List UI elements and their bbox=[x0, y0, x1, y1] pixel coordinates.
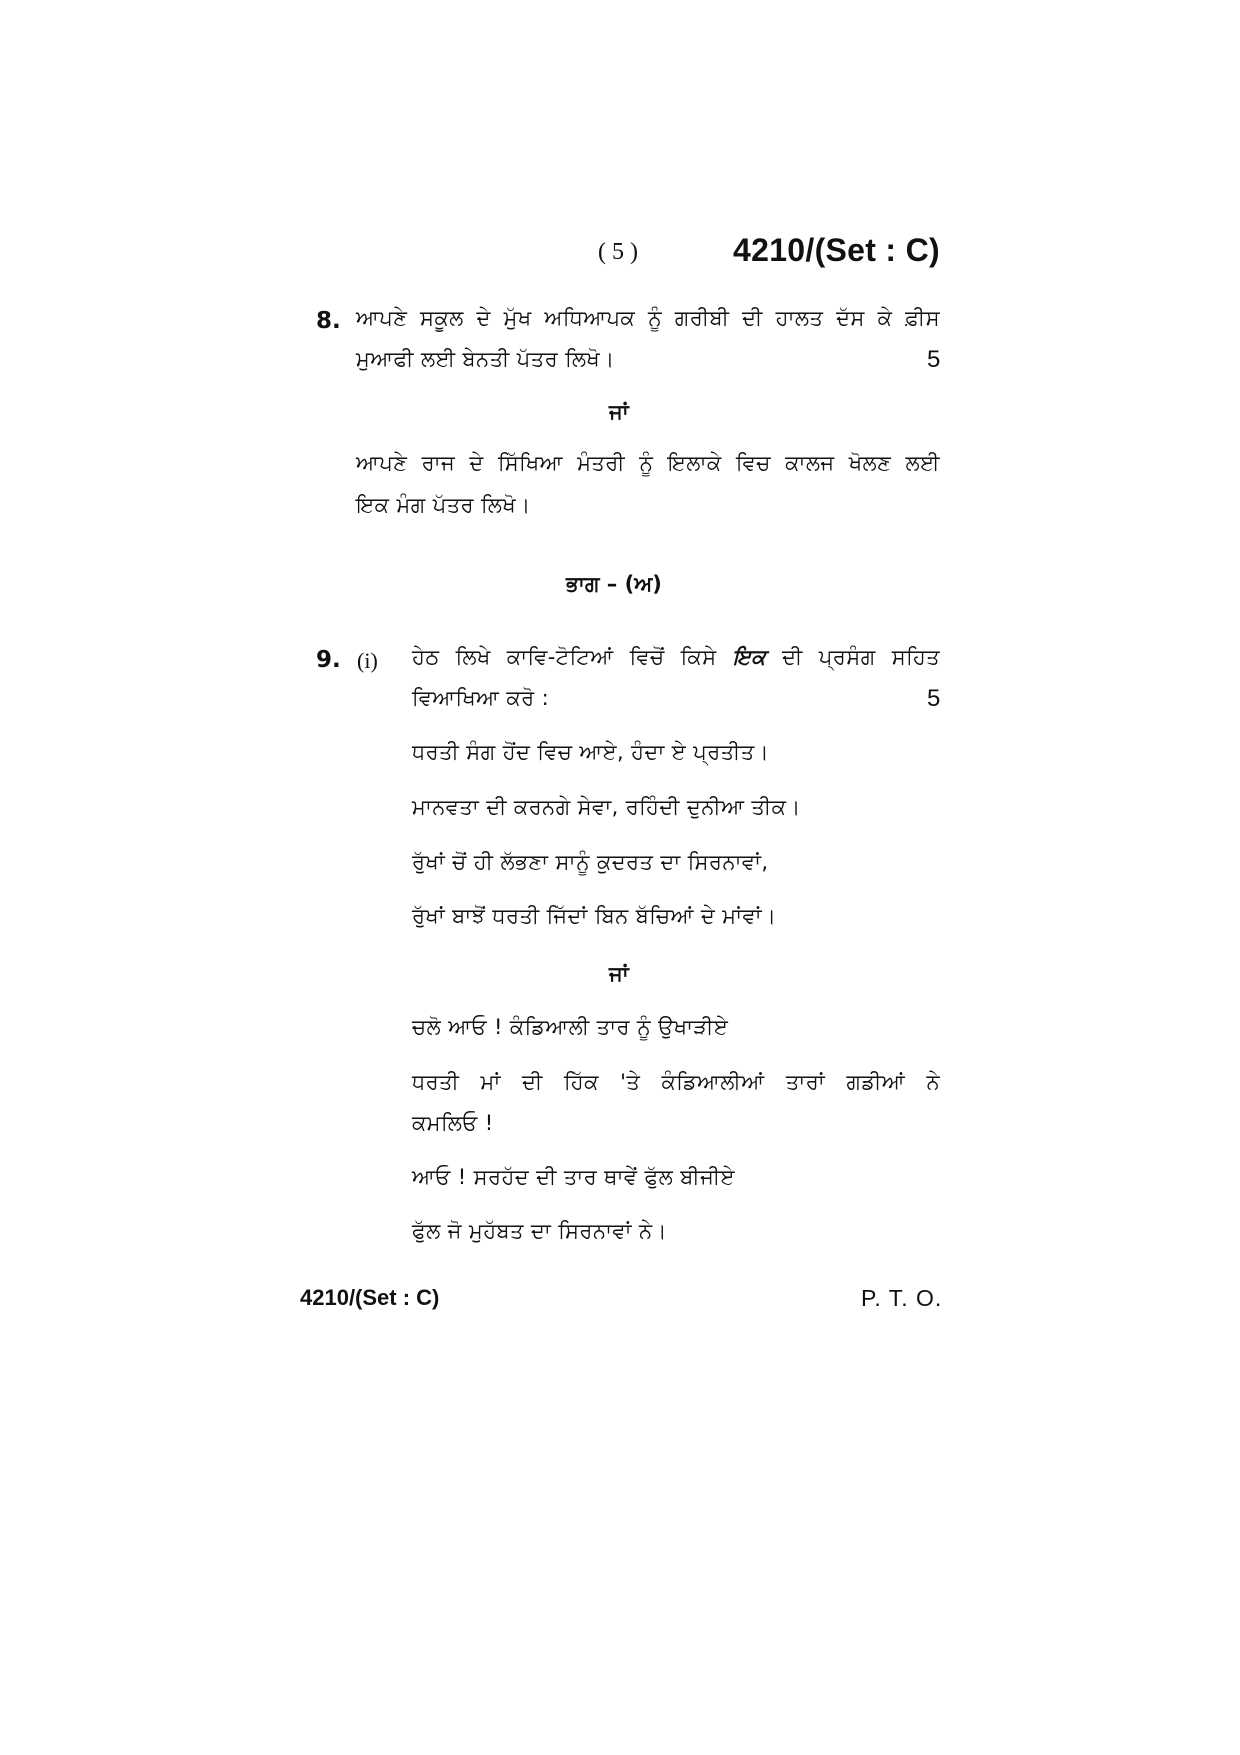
question-text bbox=[412, 647, 940, 668]
or-separator: ਜਾਂ bbox=[609, 962, 629, 986]
section-heading: ਭਾਗ – (ਅ) bbox=[566, 572, 662, 596]
poem-line: ਚਲੋ ਆਓ ! ਕੰਡਿਆਲੀ ਤਾਰ ਨੂੰ ਉਖਾੜੀਏ bbox=[412, 1015, 729, 1039]
page-number: ( 5 ) bbox=[598, 239, 638, 265]
instruction-part: ਹੇਠ ਲਿਖੇ ਕਾਵਿ-ਟੋਟਿਆਂ ਵਿਚੋਂ ਕਿਸੇ bbox=[412, 645, 717, 669]
or-separator: ਜਾਂ bbox=[609, 400, 629, 424]
poem-line: ਮਾਨਵਤਾ ਦੀ ਕਰਨਗੇ ਸੇਵਾ, ਰਹਿੰਦੀ ਦੁਨੀਆ ਤੀਕ। bbox=[412, 795, 801, 819]
pto-label: P. T. O. bbox=[861, 1285, 943, 1311]
poem-line: ਕਮਲਿਓ ! bbox=[412, 1111, 494, 1135]
question-text: ਮੁਆਫੀ ਲਈ ਬੇਨਤੀ ਪੱਤਰ ਲਿਖੋ। bbox=[356, 347, 615, 371]
poem-line: ਰੁੱਖਾਂ ਚੋਂ ਹੀ ਲੱਭਣਾ ਸਾਨੂੰ ਕੁਦਰਤ ਦਾ ਸਿਰਨਾਵਾਂ, bbox=[412, 850, 769, 874]
poem-line: ਆਓ ! ਸਰਹੱਦ ਦੀ ਤਾਰ ਥਾਵੇਂ ਫੁੱਲ ਬੀਜੀਏ bbox=[412, 1165, 735, 1189]
sub-question-number: (i) bbox=[357, 648, 378, 673]
poem-line: ਧਰਤੀ ਮਾਂ ਦੀ ਹਿੱਕ 'ਤੇ ਕੰਡਿਆਲੀਆਂ ਤਾਰਾਂ ਗਡੀਆਂ ਨੇ bbox=[412, 1070, 940, 1094]
question-text: ਇਕ ਮੰਗ ਪੱਤਰ ਲਿਖੋ। bbox=[356, 493, 531, 517]
emphasis-word: ਇਕ bbox=[732, 645, 767, 669]
poem-line: ਧਰਤੀ ਸੰਗ ਹੋਂਦ ਵਿਚ ਆਏ, ਹੰਦਾ ਏ ਪ੍ਰਤੀਤ। bbox=[412, 740, 770, 764]
question-text: ਵਿਆਖਿਆ ਕਰੋ : bbox=[412, 686, 550, 710]
poem-line: ਫੁੱਲ ਜੋ ਮੁਹੱਬਤ ਦਾ ਸਿਰਨਾਵਾਂ ਨੇ। bbox=[412, 1219, 668, 1243]
question-text: ਆਪਣੇ ਰਾਜ ਦੇ ਸਿੱਖਿਆ ਮੰਤਰੀ ਨੂੰ ਇਲਾਕੇ ਵਿਚ ਕਾਲਜ ਖੋਲਣ ਲਈ bbox=[356, 451, 940, 475]
marks: 5 bbox=[927, 685, 941, 712]
poem-line: ਰੁੱਖਾਂ ਬਾਝੋਂ ਧਰਤੀ ਜਿੱਦਾਂ ਬਿਨ ਬੱਚਿਆਂ ਦੇ ਮਾਂਵਾਂ। bbox=[412, 904, 777, 928]
paper-code: 4210/(Set : C) bbox=[733, 232, 940, 268]
footer-paper-code: 4210/(Set : C) bbox=[300, 1285, 440, 1310]
marks: 5 bbox=[927, 346, 941, 373]
instruction-part: ਦੀ ਪ੍ਰਸੰਗ ਸਹਿਤ bbox=[782, 645, 941, 669]
question-number: 9. bbox=[316, 647, 341, 673]
question-number: 8. bbox=[316, 308, 341, 334]
question-text: ਆਪਣੇ ਸਕੂਲ ਦੇ ਮੁੱਖ ਅਧਿਆਪਕ ਨੂੰ ਗਰੀਬੀ ਦੀ ਹਾਲਤ ਦੱਸ ਕੇ ਫ਼ੀਸ bbox=[356, 306, 940, 330]
